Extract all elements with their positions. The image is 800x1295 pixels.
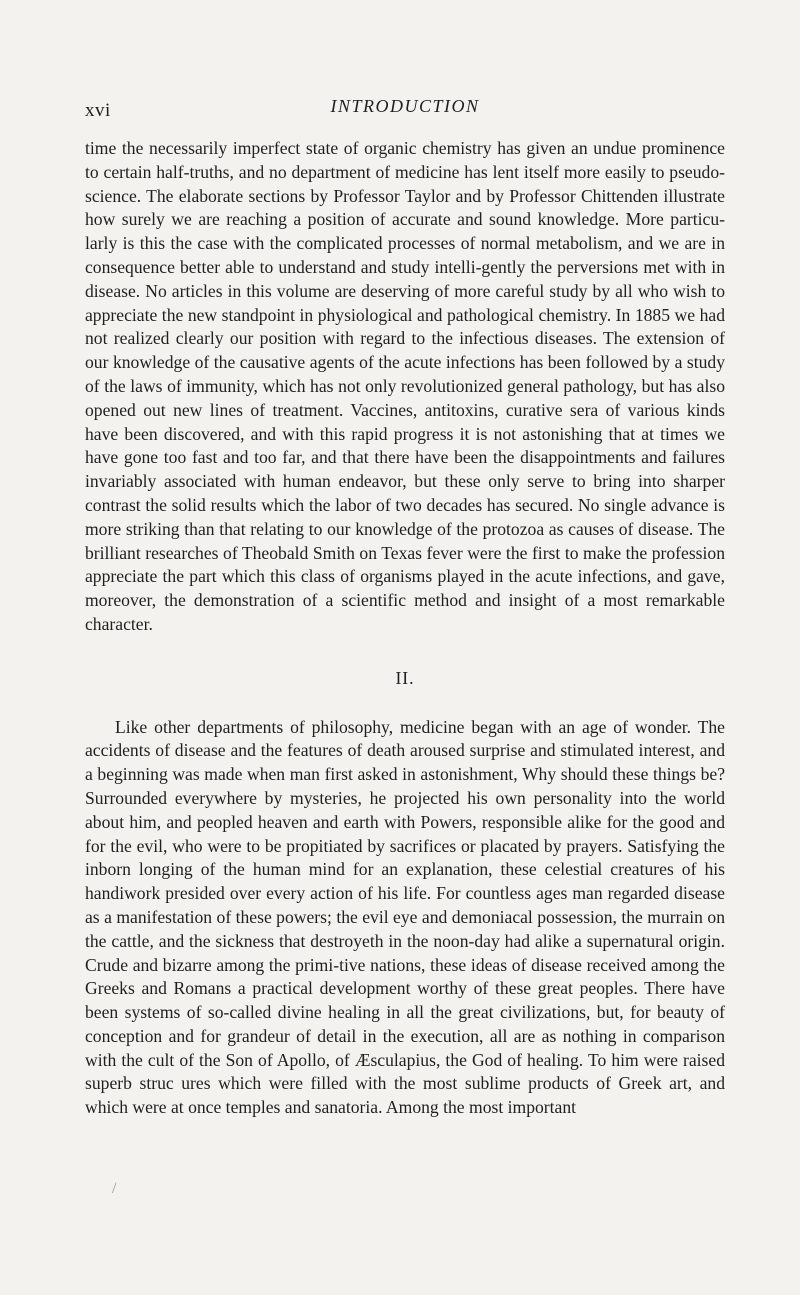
paragraph-continued: time the necessarily imperfect state of organic chemistry has given an undue prominence to certain half-truths, and no department of medicine has lent itself more easily to pseudo-science. The elaborate sections by Professor Taylor and by Professor Chittenden illustrate how surely we are reaching a position of accurate and sound knowledge. More particu-larly is this the case with the complicated processes of normal metabolism, and we are in consequence better able to understand and study intelli-gently the perversions met with in disease. No articles in this volume are deserving of more careful study by all who wish to appreciate the new standpoint in physiological and pathological chemistry. In 1885 we had not realized clearly our position with regard to the infectious diseases. The extension of our knowledge of the causative agents of the acute infections has been followed by a study of the laws of immunity, which has not only revolutionized general pathology, but has also opened out new lines of treatment. Vaccines, antitoxins, curative sera of various kinds have been discovered, and with this rapid progress it is not astonishing that at times we have gone too fast and too far, and that there have been the disappointments and failures invariably associated with human endeavor, but these only serve to bring into sharper contrast the solid results which the labor of two decades has secured. No single advance is more striking than that relating to our knowledge of the protozoa as causes of disease. The brilliant researches of Theobald Smith on Texas fever were the first to make the profession appreciate the part which this class of organisms played in the acute infections, and gave, moreover, the demonstration of a scientific method and insight of a most remarkable character. (85, 138, 725, 634)
section-heading: II. (395, 667, 415, 688)
page-header (85, 96, 725, 130)
body-text (85, 137, 725, 1120)
stray-mark-slash: / (112, 1180, 117, 1197)
running-head: INTRODUCTION (330, 96, 480, 116)
page-number: xvi (85, 100, 111, 121)
paragraph-section-2: Like other departments of philosophy, medicine began with an age of wonder. The accidents of disease and the features of death aroused surprise and stimulated interest, and a beginning was made when man first asked in astonishment, Why should these things be? Surrounded everywhere by mysteries, he projected his own personality into the world about him, and peopled heaven and earth with Powers, responsible alike for the good and for the evil, who were to be propitiated by sacrifices or placated by prayers. Satisfying the inborn longing of the human mind for an explanation, these celestial creatures of his handiwork presided over every action of his life. For countless ages man regarded disease as a manifestation of these powers; the evil eye and demoniacal possession, the murrain on the cattle, and the sickness that destroyeth in the noon-day had alike a supernatural origin. Crude and bizarre among the primi-tive nations, these ideas of disease received among the Greeks and Romans a practical development worthy of these great peoples. There have been systems of so-called divine healing in all the great civilizations, but, for beauty of conception and for grandeur of detail in the execution, all are as nothing in comparison with the cult of the Son of Apollo, of Æsculapius, the God of healing. To him were raised superb struc ures which were filled with the most sublime products of Greek art, and which were at once temples and sanatoria. Among the most important (85, 716, 725, 1118)
